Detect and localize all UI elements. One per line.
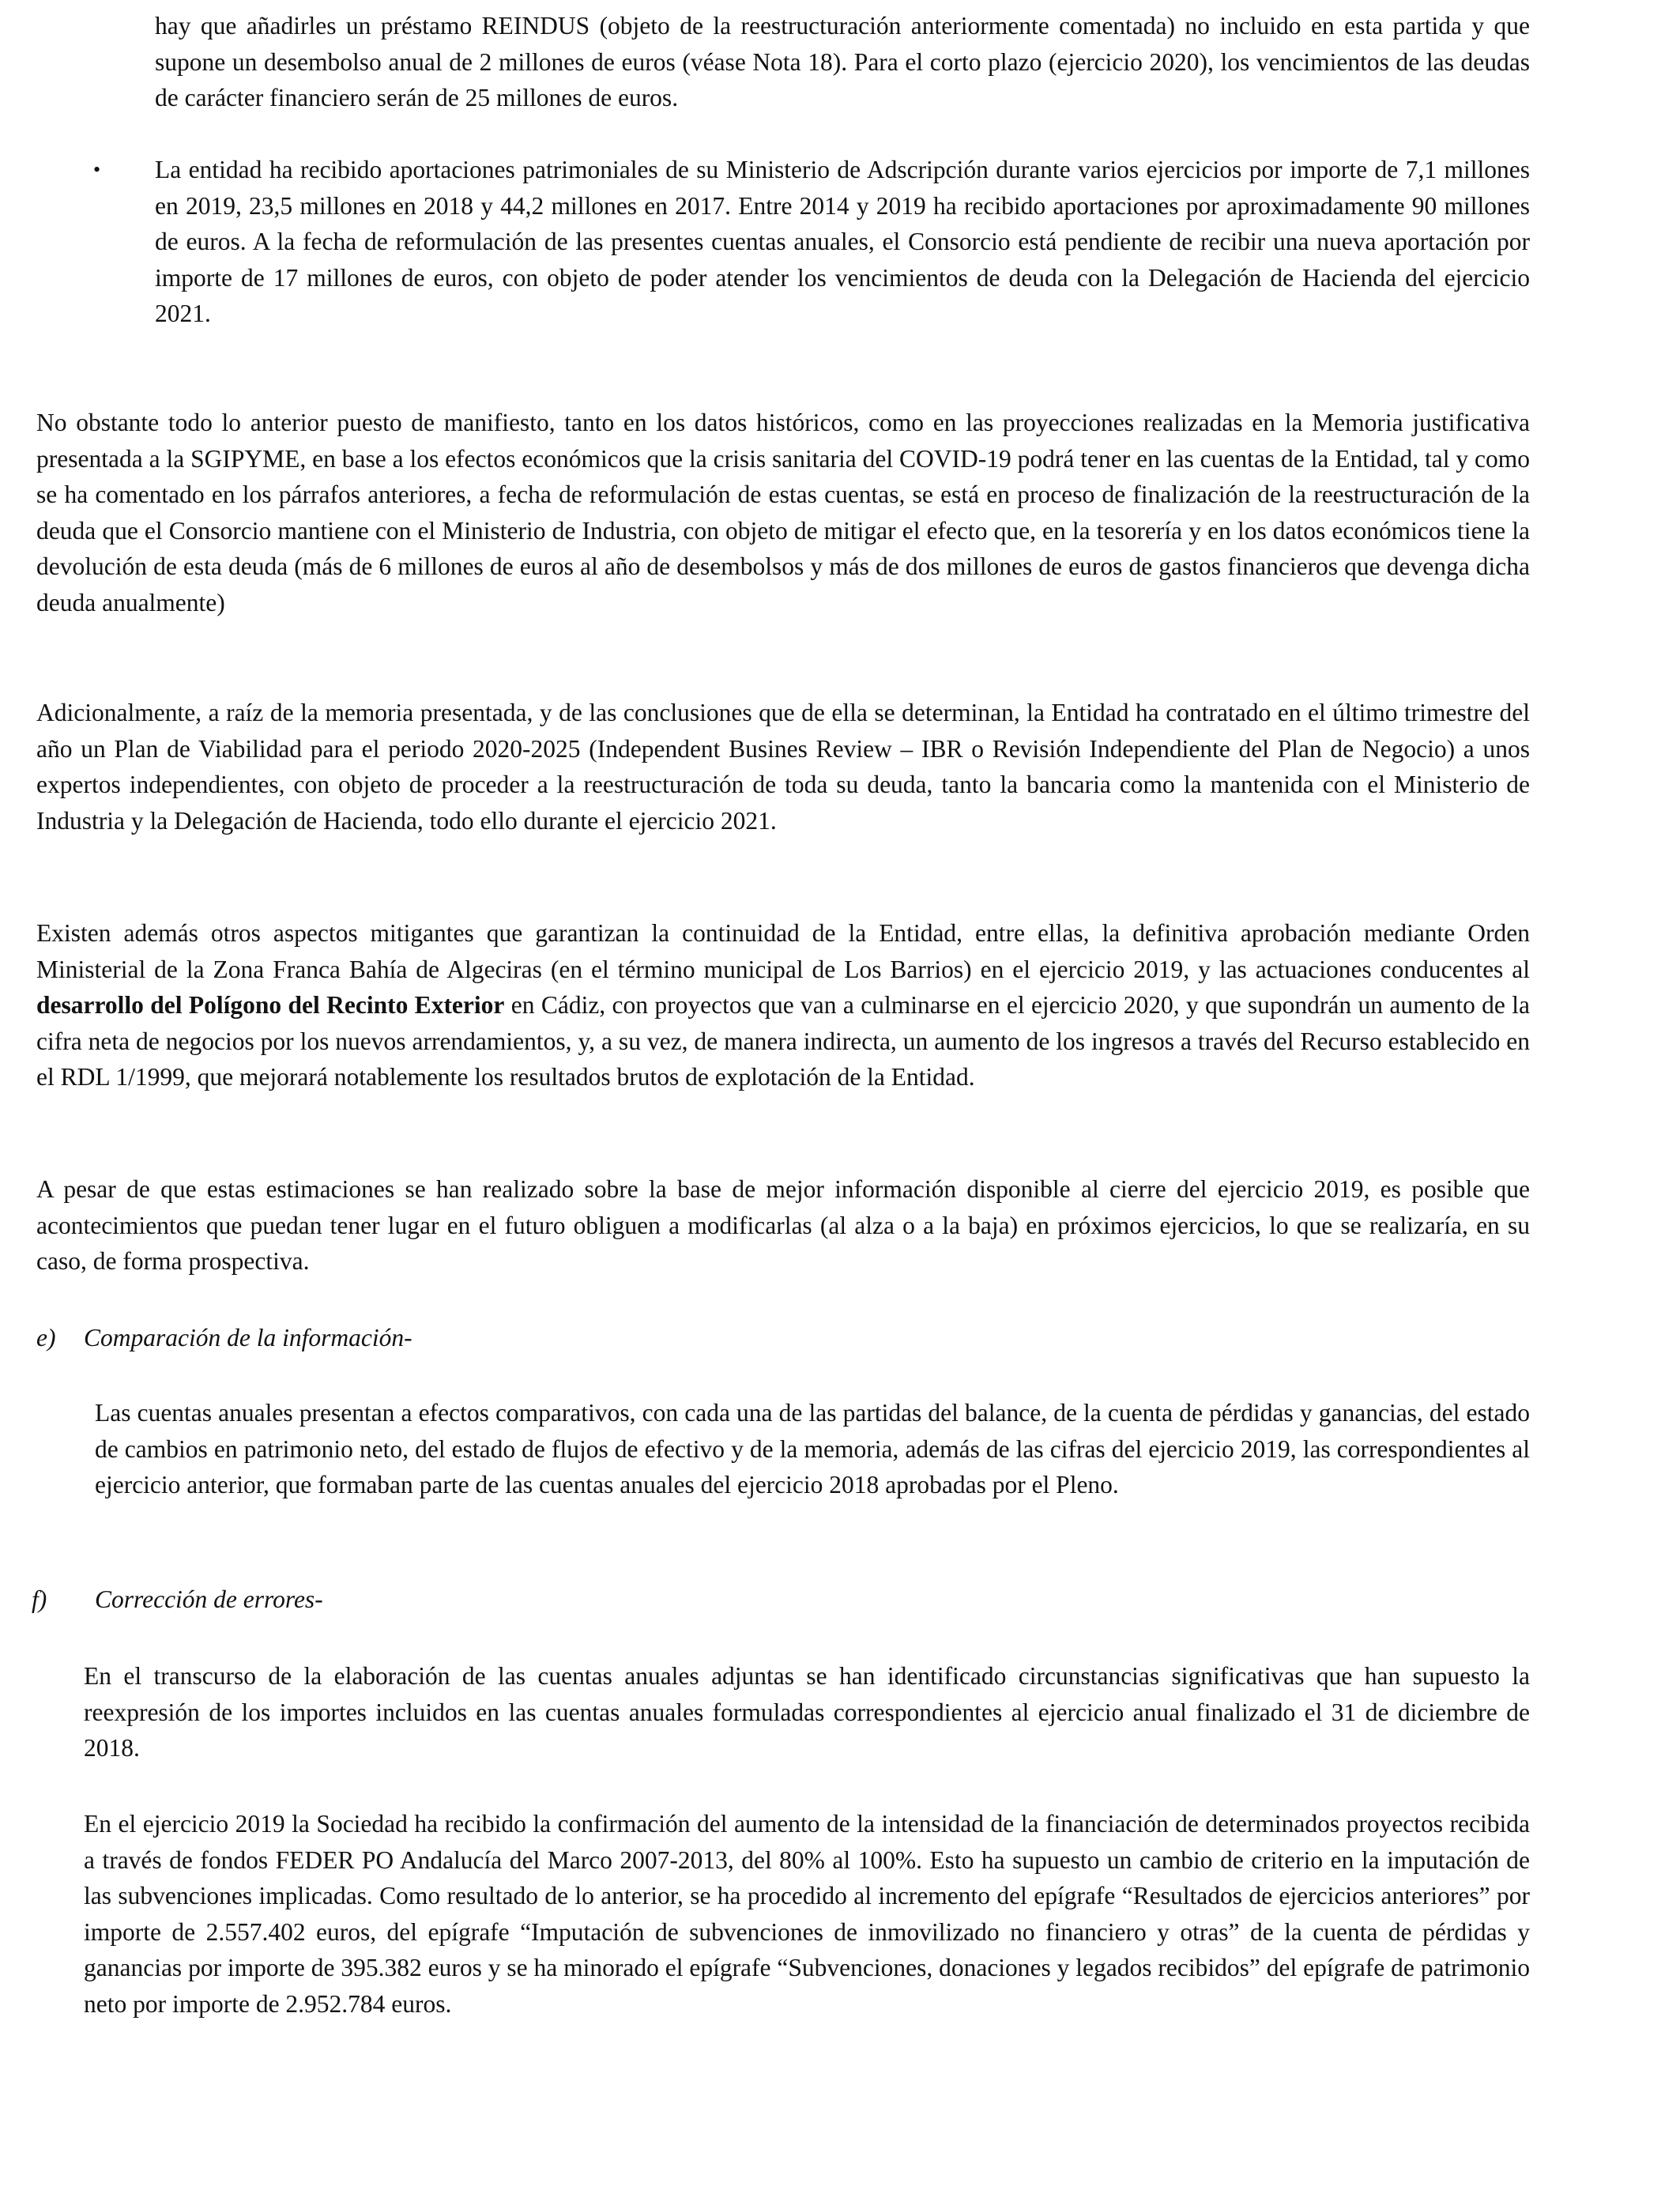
paragraph-comparative-info: Las cuentas anuales presentan a efectos comparativos, con cada una de las partidas del balance, de la cuenta de pérdidas y ganancias, del estado de cambios en patrimonio neto, del estado de flujos de efectivo y de la memoria, además de las cifras del ejercicio 2019, las correspondientes al ejercicio anterior, que formaban parte de las cuentas anuales del ejercicio 2018 aprobadas por el Pleno. [95, 1399, 1530, 1499]
heading-e-dash: - [404, 1324, 412, 1351]
heading-e-title: Comparación de la información [84, 1324, 405, 1351]
paragraph-debt-restructuring: No obstante todo lo anterior puesto de manifiesto, tanto en los datos históricos, como en las proyecciones realizadas en la Memoria justificativa presentada a la SGIPYME, en base a los efectos económicos que la crisis sanitaria del COVID-19 podrá tener en las cuentas de la Entidad, tal y como se ha comentado en los párrafos anteriores, a fecha de reformulación de estas cuentas, se está en proceso de finalización de la reestructuración de la deuda que el Consorcio mantiene con el Ministerio de Industria, con objeto de mitigar el efecto que, en la tesorería y en los datos económicos tiene la devolución de esta deuda (más de 6 millones de euros al año de desembolsos y más de dos millones de euros de gastos financieros que devenga dicha deuda anualmente) [36, 409, 1530, 616]
heading-f-label: f) [32, 1585, 47, 1613]
paragraph-restatement: En el transcurso de la elaboración de las cuentas anuales adjuntas se han identificado circunstancias significativas que han supuesto la reexpresión de los importes incluidos en las cuentas anuales formuladas correspondientes al ejercicio anual finalizado el 31 de diciembre de 2018. [84, 1662, 1530, 1762]
heading-correccion-errores [32, 1581, 323, 1618]
paragraph-feder-funding: En el ejercicio 2019 la Sociedad ha recibido la confirmación del aumento de la intensidad de la financiación de determinados proyectos recibida a través de fondos FEDER PO Andalucía del Marco 2007-2013, del 80% al 100%. Esto ha supuesto un cambio de criterio en la imputación de las subvenciones implicadas. Como resultado de lo anterior, se ha procedido al incremento del epígrafe “Resultados de ejercicios anteriores” por importe de 2.557.402 euros, del epígrafe “Imputación de subvenciones de inmovilizado no financiero y otras” de la cuenta de pérdidas y ganancias por importe de 395.382 euros y se ha minorado el epígrafe “Subvenciones, donaciones y legados recibidos” del epígrafe de patrimonio neto por importe de 2.952.784 euros. [84, 1810, 1530, 2018]
paragraph-reindus-loan: hay que añadirles un préstamo REINDUS (objeto de la reestructuración anteriormente comentada) no incluido en esta partida y que supone un desembolso anual de 2 millones de euros (véase Nota 18). Para el corto plazo (ejercicio 2020), los vencimientos de las deudas de carácter financiero serán de 25 millones de euros. [155, 12, 1530, 112]
paragraph-capital-contributions: La entidad ha recibido aportaciones patrimoniales de su Ministerio de Adscripción durante varios ejercicios por importe de 7,1 millones en 2019, 23,5 millones en 2018 y 44,2 millones en 2017. Entre 2014 y 2019 ha recibido aportaciones por aproximadamente 90 millones de euros. A la fecha de reformulación de las presentes cuentas anuales, el Consorcio está pendiente de recibir una nueva aportación por importe de 17 millones de euros, con objeto de poder atender los vencimientos de deuda con la Delegación de Hacienda del ejercicio 2021. [155, 156, 1530, 328]
bullet-icon: • [93, 158, 101, 181]
paragraph-mitigating-text-start: Existen además otros aspectos mitigantes que garantizan la continuidad de la Entidad, entre ellas, la definitiva aprobación mediante Orden Ministerial de la Zona Franca Bahía de Algeciras (en el término municipal de Los Barrios) en el ejercicio 2019, y las actuaciones conducentes al [36, 919, 1530, 983]
paragraph-mitigating-text-end: en Cádiz, con proyectos que van a culminarse en el ejercicio 2020, y que supondrán un aumento de la cifra neta de negocios por los nuevos arrendamientos, y, a su vez, de manera indirecta, un aumento de los ingresos a través del Recurso establecido en el RDL 1/1999, que mejorará notablemente los resultados brutos de explotación de la Entidad. [36, 991, 1530, 1091]
heading-comparacion-informacion [36, 1320, 412, 1356]
paragraph-viability-plan: Adicionalmente, a raíz de la memoria presentada, y de las conclusiones que de ella se determinan, la Entidad ha contratado en el último trimestre del año un Plan de Viabilidad para el periodo 2020-2025 (Independent Busines Review – IBR o Revisión Independiente del Plan de Negocio) a unos expertos independientes, con objeto de proceder a la reestructuración de toda su deuda, tanto la bancaria como la mantenida con el Ministerio de Industria y la Delegación de Hacienda, todo ello durante el ejercicio 2021. [36, 699, 1530, 835]
heading-e-label: e) [36, 1324, 56, 1351]
paragraph-estimates: A pesar de que estas estimaciones se han realizado sobre la base de mejor información disponible al cierre del ejercicio 2019, es posible que acontecimientos que puedan tener lugar en el futuro obliguen a modificarlas (al alza o a la baja) en próximos ejercicios, lo que se realizaría, en su caso, de forma prospectiva. [36, 1175, 1530, 1276]
paragraph-mitigating-factors [36, 915, 1530, 1095]
heading-f-title: Corrección de errores [95, 1585, 315, 1613]
bold-poligono-recinto-exterior: desarrollo del Polígono del Recinto Exterior [36, 991, 505, 1020]
heading-f-dash: - [315, 1585, 323, 1613]
